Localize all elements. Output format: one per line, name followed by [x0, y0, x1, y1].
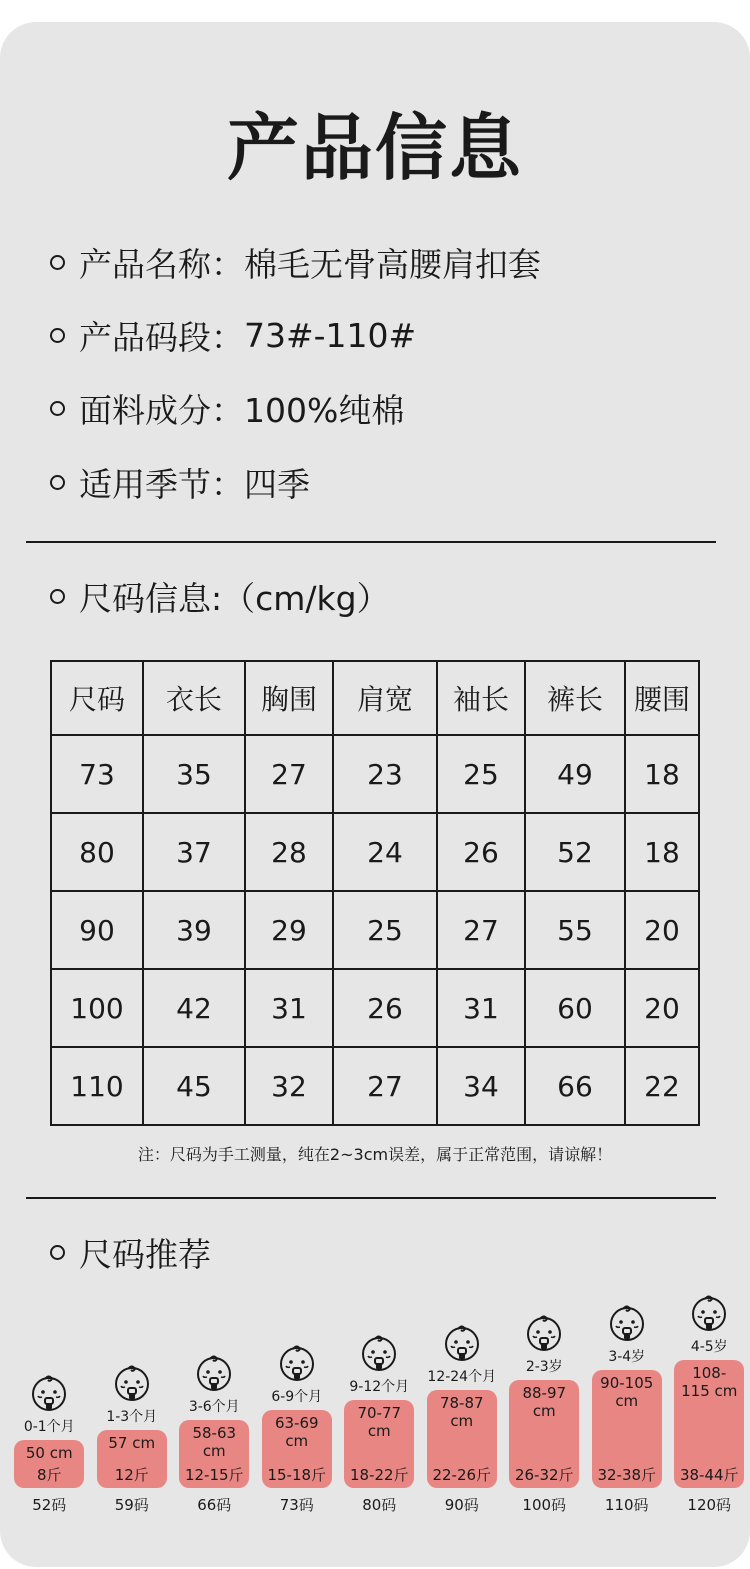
table-cell: 26	[333, 969, 437, 1047]
table-cell: 29	[245, 891, 333, 969]
page-title: 产品信息	[226, 106, 523, 190]
table-cell: 31	[437, 969, 525, 1047]
table-cell: 20	[625, 891, 699, 969]
size-table	[50, 660, 700, 1126]
table-row	[51, 813, 699, 891]
baby-face-icon	[605, 1302, 649, 1342]
age-label: 0-1个月	[23, 1419, 75, 1435]
info-label: 面料成分：	[79, 390, 244, 430]
table-cell: 45	[143, 1047, 245, 1125]
size-code-label: 120码	[687, 1496, 732, 1514]
size-code-label: 90码	[444, 1496, 479, 1514]
weight-range: 8斤	[36, 1466, 62, 1484]
info-value: 100%纯棉	[244, 390, 405, 430]
baby-face-icon	[110, 1362, 154, 1402]
info-value: 四季	[244, 464, 310, 504]
size-bar	[509, 1380, 579, 1488]
table-cell: 90	[51, 891, 143, 969]
table-cell: 37	[143, 813, 245, 891]
circle-bullet-icon	[50, 1245, 65, 1260]
table-cell: 66	[525, 1047, 625, 1125]
size-bar	[262, 1410, 332, 1488]
header-cell: 腰围	[625, 661, 699, 735]
table-cell: 49	[525, 735, 625, 813]
height-range: 58-63 cm	[192, 1424, 237, 1460]
table-cell: 100	[51, 969, 143, 1047]
info-row-name	[50, 242, 541, 282]
table-cell: 31	[245, 969, 333, 1047]
table-header-row	[51, 661, 699, 735]
header-cell: 衣长	[143, 661, 245, 735]
height-range: 50 cm	[25, 1444, 73, 1462]
table-cell: 27	[437, 891, 525, 969]
size-bar	[592, 1370, 662, 1488]
header-cell: 尺码	[51, 661, 143, 735]
table-cell: 26	[437, 813, 525, 891]
height-range: 63-69 cm	[274, 1414, 319, 1450]
baby-face-icon	[522, 1312, 566, 1352]
table-cell: 39	[143, 891, 245, 969]
divider	[26, 541, 716, 543]
table-cell: 27	[333, 1047, 437, 1125]
baby-face-icon	[687, 1292, 731, 1332]
table-row	[51, 969, 699, 1047]
info-value: 73#-110#	[244, 315, 417, 355]
circle-bullet-icon	[50, 475, 65, 490]
height-range: 57 cm	[108, 1434, 156, 1452]
height-range: 108-115 cm	[681, 1364, 738, 1400]
weight-range: 15-18斤	[267, 1466, 327, 1484]
circle-bullet-icon	[50, 255, 65, 270]
baby-face-icon	[440, 1322, 484, 1362]
size-bar	[344, 1400, 414, 1488]
age-label: 2-3岁	[525, 1359, 563, 1375]
age-label: 4-5岁	[690, 1339, 728, 1355]
measurement-note: 注：尺码为手工测量，纯在2~3cm误差，属于正常范围，请谅解！	[137, 1145, 613, 1164]
size-code-label: 80码	[362, 1496, 397, 1514]
age-label: 6-9个月	[271, 1389, 323, 1405]
table-cell: 25	[437, 735, 525, 813]
table-cell: 24	[333, 813, 437, 891]
age-label: 12-24个月	[427, 1369, 497, 1385]
divider	[26, 1197, 716, 1199]
table-row	[51, 1047, 699, 1125]
size-bar	[427, 1390, 497, 1488]
size-recommend-heading	[50, 1232, 211, 1272]
circle-bullet-icon	[50, 328, 65, 343]
size-info-heading	[50, 576, 390, 616]
size-bar	[674, 1360, 744, 1488]
table-row	[51, 891, 699, 969]
age-label: 9-12个月	[349, 1379, 410, 1395]
header-cell: 袖长	[437, 661, 525, 735]
circle-bullet-icon	[50, 589, 65, 604]
weight-range: 18-22斤	[349, 1466, 409, 1484]
header-cell: 裤长	[525, 661, 625, 735]
table-cell: 22	[625, 1047, 699, 1125]
baby-face-icon	[357, 1332, 401, 1372]
table-cell: 18	[625, 813, 699, 891]
height-range: 90-105 cm	[600, 1374, 654, 1410]
info-value: 棉毛无骨高腰肩扣套	[244, 244, 541, 284]
age-label: 3-4岁	[608, 1349, 646, 1365]
table-cell: 23	[333, 735, 437, 813]
baby-face-icon	[192, 1352, 236, 1392]
size-code-label: 110码	[604, 1496, 649, 1514]
baby-face-icon	[27, 1372, 71, 1412]
table-cell: 110	[51, 1047, 143, 1125]
weight-range: 12斤	[114, 1466, 149, 1484]
size-bar	[14, 1440, 84, 1488]
weight-range: 32-38斤	[597, 1466, 657, 1484]
size-code-label: 52码	[32, 1496, 67, 1514]
table-cell: 52	[525, 813, 625, 891]
recommend-heading-text: 尺码推荐	[79, 1234, 211, 1274]
size-code-label: 66码	[197, 1496, 232, 1514]
table-row	[51, 735, 699, 813]
table-cell: 73	[51, 735, 143, 813]
weight-range: 26-32斤	[514, 1466, 574, 1484]
table-cell: 25	[333, 891, 437, 969]
table-cell: 18	[625, 735, 699, 813]
info-label: 产品码段：	[79, 317, 244, 357]
size-bar	[179, 1420, 249, 1488]
size-code-label: 59码	[114, 1496, 149, 1514]
weight-range: 12-15斤	[184, 1466, 244, 1484]
size-heading-text: 尺码信息:（cm/kg）	[79, 578, 390, 618]
info-row-season	[50, 462, 310, 502]
table-cell: 27	[245, 735, 333, 813]
table-cell: 28	[245, 813, 333, 891]
table-cell: 55	[525, 891, 625, 969]
info-label: 产品名称：	[79, 244, 244, 284]
size-code-label: 100码	[522, 1496, 567, 1514]
info-row-fabric	[50, 388, 404, 428]
age-label: 1-3个月	[106, 1409, 158, 1425]
table-cell: 35	[143, 735, 245, 813]
height-range: 88-97 cm	[522, 1384, 567, 1420]
table-cell: 60	[525, 969, 625, 1047]
size-code-label: 73码	[279, 1496, 314, 1514]
height-range: 70-77 cm	[357, 1404, 402, 1440]
weight-range: 38-44斤	[679, 1466, 739, 1484]
baby-face-icon	[275, 1342, 319, 1382]
weight-range: 22-26斤	[432, 1466, 492, 1484]
info-label: 适用季节：	[79, 464, 244, 504]
header-cell: 胸围	[245, 661, 333, 735]
info-row-size-range	[50, 315, 416, 355]
header-cell: 肩宽	[333, 661, 437, 735]
table-cell: 42	[143, 969, 245, 1047]
size-bar	[97, 1430, 167, 1488]
table-cell: 20	[625, 969, 699, 1047]
table-cell: 80	[51, 813, 143, 891]
height-range: 78-87 cm	[439, 1394, 484, 1430]
circle-bullet-icon	[50, 401, 65, 416]
table-cell: 34	[437, 1047, 525, 1125]
table-cell: 32	[245, 1047, 333, 1125]
age-label: 3-6个月	[188, 1399, 240, 1415]
